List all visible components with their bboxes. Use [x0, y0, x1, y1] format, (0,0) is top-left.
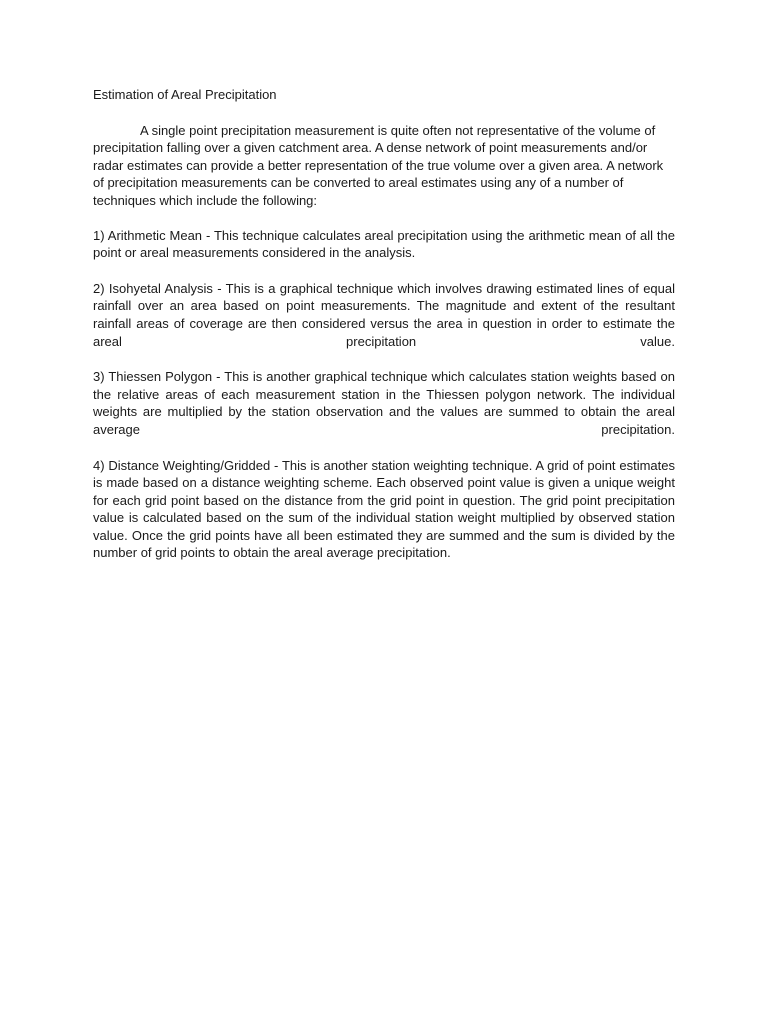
technique-arithmetic-mean: 1) Arithmetic Mean - This technique calculates areal precipitation using the arithmetic mean of all the point or areal measurements considered in the analysis.: [93, 227, 675, 261]
intro-paragraph: A single point precipitation measurement is quite often not representative of the volume of precipitation falling over a given catchment area. A dense network of point measurements and/or radar estimates can provide a better representation of the true volume over a given area. A network of precipitation measurements can be converted to areal estimates using any of a number of techniques which include the following:: [93, 122, 664, 208]
document-page: [93, 86, 675, 580]
technique-isohyetal-analysis: 2) Isohyetal Analysis - This is a graphical technique which involves drawing estimated lines of equal rainfall over an area based on point measurements. The magnitude and extent of the resultant rainfall areas of coverage are then considered versus the area in question in order to estimate the areal precipitation value.: [93, 280, 675, 349]
document-title: Estimation of Areal Precipitation: [93, 87, 277, 102]
technique-thiessen-polygon: 3) Thiessen Polygon - This is another graphical technique which calculates station weights based on the relative areas of each measurement station in the Thiessen polygon network. The individual weights are multiplied by the station observation and the values are summed to obtain the areal average precipitation.: [93, 369, 675, 437]
technique-distance-weighting: 4) Distance Weighting/Gridded - This is another station weighting technique. A grid of point estimates is made based on a distance weighting scheme. Each observed point value is given a unique weight for each grid point based on the distance from the grid point in question. The grid point precipitation value is calculated based on the sum of the individual station weight multiplied by observed station value. Once the grid points have all been estimated they are summed and the sum is divided by the number of grid points to obtain the areal average precipitation.: [93, 457, 675, 561]
